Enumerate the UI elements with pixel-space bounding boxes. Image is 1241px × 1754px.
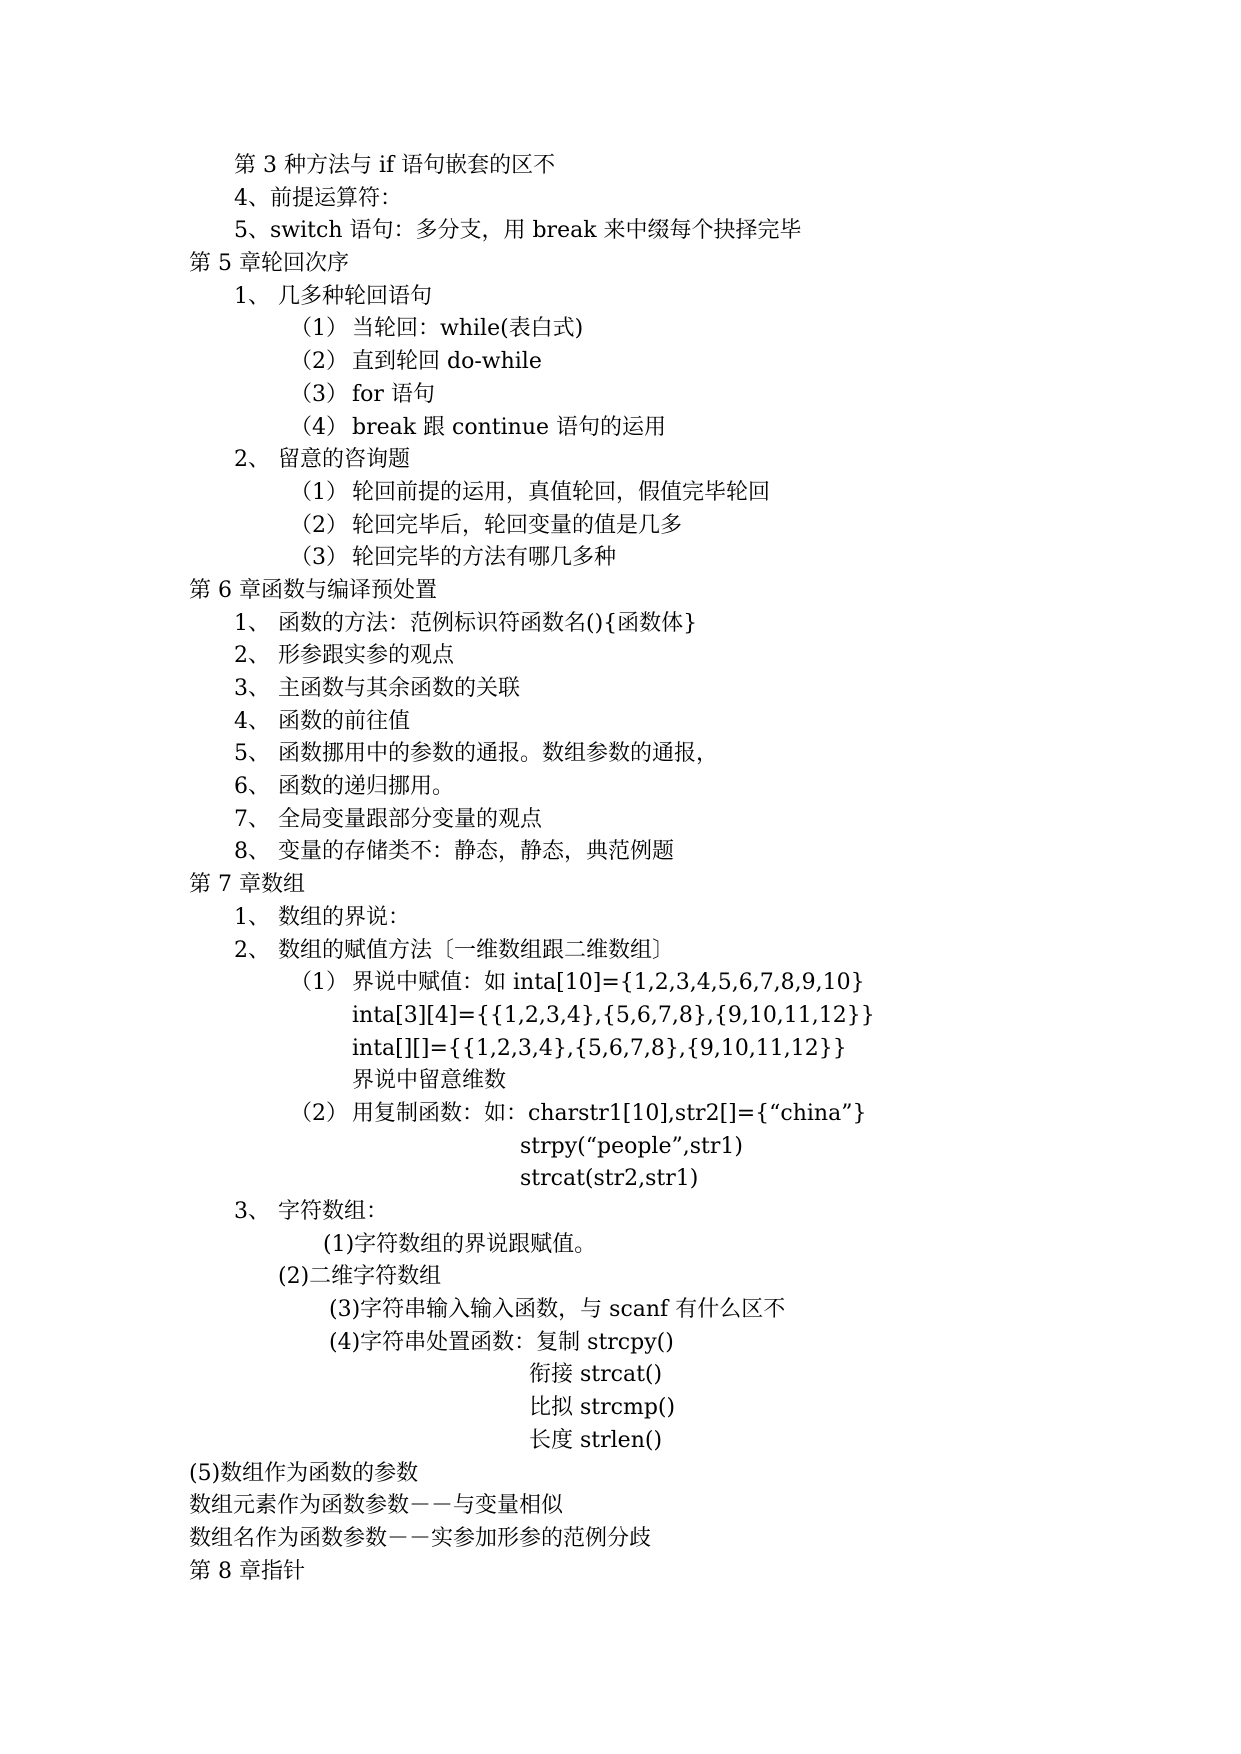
function-line bbox=[0, 1359, 1241, 1392]
intro-line bbox=[0, 215, 1241, 248]
sub-item-number: （3） bbox=[290, 381, 348, 407]
list-item bbox=[0, 706, 1241, 739]
function-line-text: 比拟 strcmp() bbox=[529, 1395, 676, 1421]
item-text: 数组的界说： bbox=[278, 904, 411, 930]
item-number: 1、 bbox=[234, 610, 270, 636]
sub-item-number: （2） bbox=[290, 349, 348, 375]
item-number: 2、 bbox=[234, 447, 270, 473]
code-line-text: strcat(str2,str1) bbox=[520, 1166, 699, 1192]
chapter-8-heading: 第 8 章指针 bbox=[189, 1558, 305, 1584]
list-item bbox=[0, 836, 1241, 869]
code-line-text: inta[3][4]={{1,2,3,4},{5,6,7,8},{9,10,11,12}} bbox=[352, 1002, 875, 1028]
sub-item bbox=[0, 1294, 1241, 1327]
code-line-text: strpy(“people”,str1) bbox=[520, 1133, 743, 1159]
sub-item-text: 界说中赋值：如 inta[10]={1,2,3,4,5,6,7,8,9,10} bbox=[352, 970, 865, 996]
item-text: 主函数与其余函数的关联 bbox=[278, 676, 521, 701]
chapter-7-heading: 第 7 章数组 bbox=[189, 872, 305, 898]
sub-item-text: (1)字符数组的界说跟赋值。 bbox=[323, 1231, 597, 1257]
item-text: 数组的赋值方法〔一维数组跟二维数组〕 bbox=[278, 937, 675, 963]
note-line-text: 数组名作为函数参数－－实参加形参的范例分歧 bbox=[189, 1525, 652, 1551]
sub-item-text: break 跟 continue 语句的运用 bbox=[352, 414, 667, 440]
item-number: 7、 bbox=[234, 806, 270, 832]
function-line-text: 衔接 strcat() bbox=[529, 1362, 663, 1388]
note-line bbox=[0, 1523, 1241, 1556]
chapter-heading bbox=[0, 869, 1241, 902]
item-number: 1、 bbox=[234, 904, 270, 930]
note-line-text: (5)数组作为函数的参数 bbox=[189, 1460, 419, 1486]
item-number: 3、 bbox=[234, 1199, 270, 1224]
function-line bbox=[0, 1425, 1241, 1458]
sub-item-number: （3） bbox=[290, 545, 348, 571]
sub-item-text: 用复制函数：如：charstr1[10],str2[]={“china”} bbox=[352, 1100, 867, 1126]
sub-item-number: （1） bbox=[290, 316, 348, 342]
code-line bbox=[0, 1163, 1241, 1196]
code-line bbox=[0, 1131, 1241, 1164]
code-line bbox=[0, 1000, 1241, 1033]
item-number: 8、 bbox=[234, 839, 270, 865]
list-item bbox=[0, 444, 1241, 477]
item-text: 函数挪用中的参数的通报。数组参数的通报， bbox=[278, 741, 719, 767]
item-number: 5、 bbox=[234, 741, 270, 767]
item-number: 2、 bbox=[234, 643, 270, 669]
item-text: 函数的递归挪用。 bbox=[278, 774, 455, 800]
intro-line bbox=[0, 183, 1241, 216]
sub-item-text: 直到轮回 do-while bbox=[352, 349, 542, 375]
chapter-heading bbox=[0, 248, 1241, 281]
code-line-text: inta[][]={{1,2,3,4},{5,6,7,8},{9,10,11,12}} bbox=[352, 1035, 847, 1061]
item-text: 函数的方法：范例标识符函数名(){函数体} bbox=[278, 610, 698, 636]
chapter-heading bbox=[0, 1556, 1241, 1589]
sub-item bbox=[0, 1261, 1241, 1294]
list-item bbox=[0, 771, 1241, 804]
note-line bbox=[0, 1490, 1241, 1523]
sub-item bbox=[0, 542, 1241, 575]
item-number: 6、 bbox=[234, 774, 270, 800]
sub-item bbox=[0, 346, 1241, 379]
sub-item bbox=[0, 510, 1241, 543]
list-item bbox=[0, 804, 1241, 837]
intro-line-text: 第 3 种方法与 if 语句嵌套的区不 bbox=[234, 153, 556, 178]
sub-item-text: (4)字符串处置函数：复制 strcpy() bbox=[329, 1329, 674, 1355]
sub-item bbox=[0, 967, 1241, 1000]
sub-item-text: for 语句 bbox=[352, 381, 435, 407]
list-item bbox=[0, 1196, 1241, 1229]
sub-item bbox=[0, 1229, 1241, 1262]
sub-item-text: 轮回完毕后，轮回变量的值是几多 bbox=[352, 512, 683, 538]
sub-item-number: （4） bbox=[290, 414, 348, 440]
chapter-6-heading: 第 6 章函数与编译预处置 bbox=[189, 577, 437, 603]
item-number: 2、 bbox=[234, 937, 270, 963]
item-number: 4、 bbox=[234, 708, 270, 734]
note-line bbox=[0, 1458, 1241, 1491]
sub-item-number: （1） bbox=[290, 479, 348, 505]
item-number: 1、 bbox=[234, 283, 270, 309]
list-item bbox=[0, 640, 1241, 673]
chapter-5-heading: 第 5 章轮回次序 bbox=[189, 251, 349, 277]
sub-item-number: （1） bbox=[290, 970, 348, 996]
item-text: 全局变量跟部分变量的观点 bbox=[278, 806, 543, 832]
intro-line-text: 5、switch 语句：多分支，用 break 来中缀每个抉择完毕 bbox=[234, 218, 802, 244]
sub-item-text: 当轮回：while(表白式) bbox=[352, 316, 584, 342]
function-line bbox=[0, 1392, 1241, 1425]
item-text: 字符数组： bbox=[278, 1199, 389, 1224]
item-text: 函数的前往值 bbox=[278, 708, 411, 734]
sub-item-number: （2） bbox=[290, 512, 348, 538]
code-line-text: 界说中留意维数 bbox=[352, 1068, 507, 1094]
item-number: 3、 bbox=[234, 676, 270, 701]
sub-item bbox=[0, 1098, 1241, 1131]
item-text: 形参跟实参的观点 bbox=[278, 643, 455, 669]
list-item bbox=[0, 902, 1241, 935]
list-item bbox=[0, 935, 1241, 968]
sub-item-number: （2） bbox=[290, 1100, 348, 1126]
chapter-heading bbox=[0, 575, 1241, 608]
sub-item-text: 轮回完毕的方法有哪几多种 bbox=[352, 545, 617, 571]
list-item bbox=[0, 673, 1241, 706]
intro-line-text: 4、前提运算符： bbox=[234, 185, 402, 211]
list-item bbox=[0, 738, 1241, 771]
code-line bbox=[0, 1033, 1241, 1066]
sub-item-text: (2)二维字符数组 bbox=[278, 1264, 442, 1290]
function-line-text: 长度 strlen() bbox=[529, 1427, 663, 1453]
item-text: 几多种轮回语句 bbox=[278, 283, 433, 309]
sub-item bbox=[0, 412, 1241, 445]
item-text: 留意的咨询题 bbox=[278, 447, 411, 473]
sub-item-text: 轮回前提的运用，真值轮回，假值完毕轮回 bbox=[352, 479, 771, 505]
sub-item bbox=[0, 1327, 1241, 1360]
item-text: 变量的存储类不：静态，静态，典范例题 bbox=[278, 839, 675, 865]
list-item bbox=[0, 608, 1241, 641]
list-item bbox=[0, 281, 1241, 314]
code-line bbox=[0, 1065, 1241, 1098]
note-line-text: 数组元素作为函数参数－－与变量相似 bbox=[189, 1493, 564, 1519]
sub-item bbox=[0, 477, 1241, 510]
sub-item-text: (3)字符串输入输入函数，与 scanf 有什么区不 bbox=[329, 1297, 786, 1323]
sub-item bbox=[0, 313, 1241, 346]
intro-line bbox=[0, 150, 1241, 183]
sub-item bbox=[0, 379, 1241, 412]
